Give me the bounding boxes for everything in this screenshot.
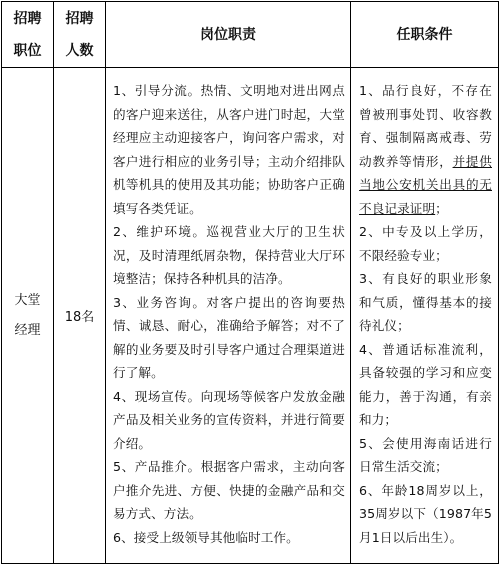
table-row: [2, 68, 499, 564]
recruitment-table: [1, 1, 499, 564]
cell-duties: [106, 68, 351, 564]
requirement-item-1: [359, 79, 492, 220]
requirement-item: 6、年龄18周岁以上，35周岁以下（1987年5月1日以后出生）。: [359, 482, 492, 545]
cell-requirements: [351, 68, 499, 564]
requirement-item: 5、会使用海南话进行日常生活交流；: [359, 435, 492, 474]
header-count-line-2: 人数: [65, 42, 94, 59]
header-row: [2, 2, 499, 68]
requirement-item-1-text: 1、品行良好，不存在曾被刑事处罚、收容教育、强制隔离戒毒、劳动教养等情形，: [359, 83, 492, 169]
header-count: [54, 2, 106, 68]
header-position-line-2: 职位: [13, 42, 42, 59]
duty-item: 6、接受上级领导其他临时工作。: [113, 529, 299, 545]
header-position-line-1: 招聘: [13, 10, 42, 27]
requirements-list: [351, 68, 498, 549]
header-count-line-1: 招聘: [65, 10, 94, 27]
position-line-2: 经理: [14, 322, 41, 338]
header-duties: 岗位职责: [106, 2, 351, 68]
cell-count: 18名: [54, 68, 106, 564]
cell-position: [2, 68, 54, 564]
duty-item: 5、产品推介。根据客户需求，主动向客户推介先进、方便、快捷的金融产品和交易方式、方法。: [113, 459, 345, 521]
requirement-item: 2、中专及以上学历，不限经验专业；: [359, 224, 492, 263]
requirement-item: 4、普通话标准流利，具备较强的学习和应变能力，善于沟通，有亲和力；: [359, 341, 492, 427]
duty-item: 3、业务咨询。对客户提出的咨询要热情、诚恳、耐心，准确给予解答；对不了解的业务要及时引导客户通过合理渠道进行了解。: [113, 294, 345, 380]
duty-item: 4、现场宣传。向现场等候客户发放金融产品及相关业务的宣传资料，并进行简要介绍。: [113, 388, 345, 451]
requirement-item: 3、有良好的职业形象和气质，懂得基本的接待礼仪；: [359, 271, 492, 333]
header-position: [2, 2, 54, 68]
duty-item: 2、维护环境。巡视营业大厅的卫生状况，及时清理纸屑杂物，保持营业大厅环境整洁；保持各种机具的洁净。: [113, 224, 345, 286]
requirement-item-1-underlined: 并提供当地公安机关出具的无不良记录证明: [359, 153, 492, 216]
duties-list: [106, 68, 350, 549]
position-line-1: 大堂: [14, 292, 41, 308]
duty-item: 1、引导分流。热情、文明地对进出网点的客户迎来送往，从客户进门时起，大堂经理应主动迎接客户，询问客户需求，对客户进行相应的业务引导；主动介绍排队机等机具的使用及其功能；协助客户正确填写各类凭证。: [113, 83, 345, 216]
header-requirements: 任职条件: [351, 2, 499, 68]
requirement-item-1-end: ；: [435, 200, 448, 216]
